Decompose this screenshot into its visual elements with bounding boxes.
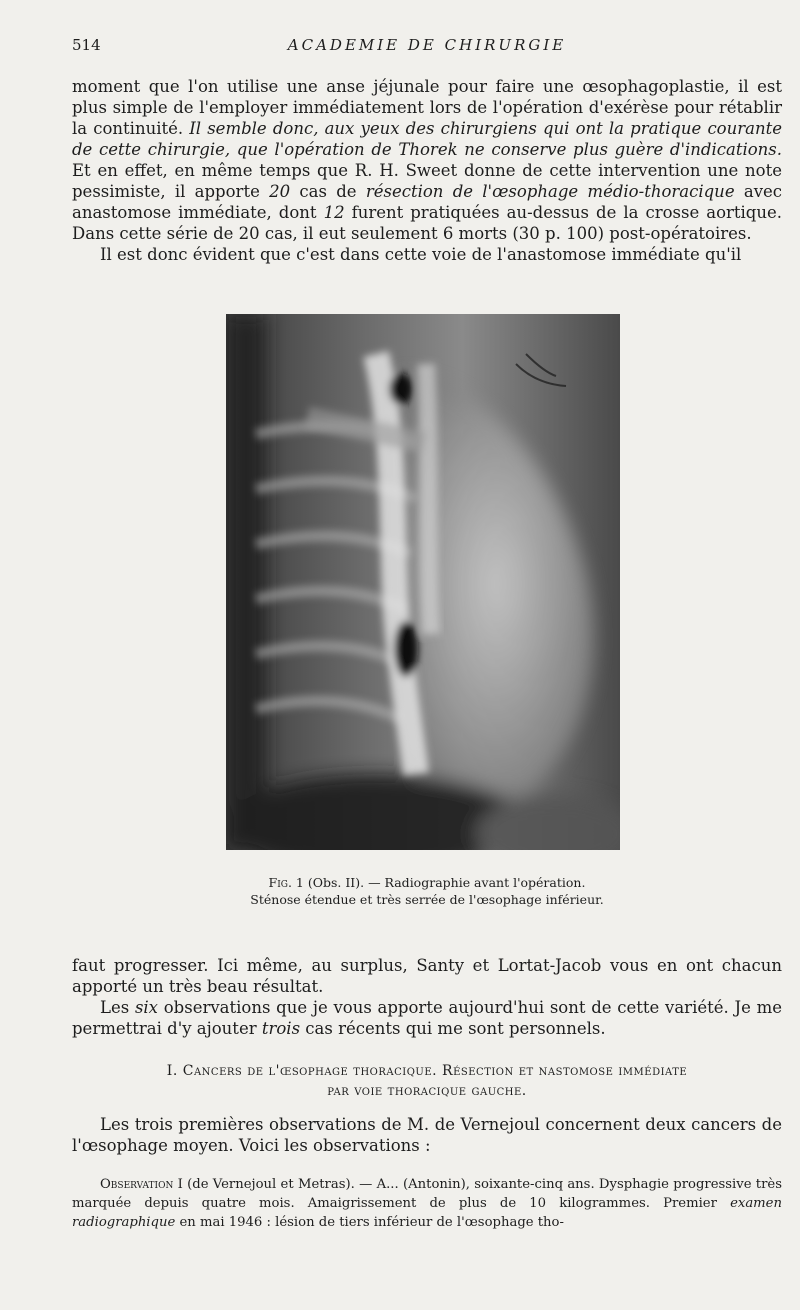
caption-line-1 (72, 874, 782, 891)
page-number: 514 (72, 36, 101, 54)
paragraph-5: Les trois premières observations de M. de Vernejoul concernent deux cancers de l'œsophage moyen. Voici les observations : (72, 1115, 782, 1155)
figure-label: Fig. 1 (268, 875, 304, 890)
observation-1-a: (de Vernejoul et Metras). — A... (Antonin), soixante-cinq ans. Dysphagie progressive très marquée depuis quatre mois. Amaigrissement de plus de 10 kilogrammes. Premier (72, 1177, 782, 1211)
paragraph-4-six: six (134, 998, 158, 1017)
figure-ref: (Obs. II). (307, 875, 365, 890)
page-header (72, 36, 782, 58)
radiograph-figure (226, 314, 620, 850)
paragraph-4 (72, 997, 782, 1039)
section-heading-line-1: I. Cancers de l'œsophage thoracique. Résection et nastomose immédiate (166, 1063, 688, 1079)
caption-line-2: Sténose étendue et très serrée de l'œsophage inférieur. (250, 892, 604, 907)
paragraph-1-sentence-3b: cas de (299, 182, 357, 201)
paragraph-1-sentence-3e: furent pratiquées au-dessus de la crosse aortique. Dans cette série de 20 cas, il eut seulement 6 morts (30 p. 100) post-opératoires. (72, 203, 783, 243)
running-title: ACADEMIE DE CHIRURGIE (287, 36, 567, 54)
paragraph-1-sentence-3a: Et en effet, en même temps que R. H. Sweet donne de cette intervention une note pessimiste, il apporte (72, 161, 782, 201)
paragraph-1-sentence-3d: avec anastomose immédiate, dont (72, 182, 783, 222)
paragraph-5-block (72, 1114, 782, 1156)
count-20: 20 (269, 182, 291, 201)
paragraph-2: Il est donc évident que c'est dans cette voie de l'anastomose immédiate qu'il (100, 245, 742, 264)
figure-caption (72, 874, 782, 908)
paragraph-4-a: Les (100, 998, 130, 1017)
paragraph-4-c: cas récents qui me sont personnels. (305, 1019, 606, 1038)
paragraph-3: faut progresser. Ici même, au surplus, Santy et Lortat-Jacob vous en ont chacun apporté un très beau résultat. (72, 956, 782, 996)
count-12: 12 (323, 203, 345, 222)
paragraph-1-italic-claim: Il semble donc, aux yeux des chirurgiens qui ont la pratique courante de cette chirurgie, que l'opération de Thorek ne conserve plus guère d'indications. (72, 119, 782, 159)
section-heading-line-2: par voie thoracique gauche. (327, 1083, 527, 1099)
paragraph-1-italic-resection: résection de l'œsophage médio-thoracique (365, 182, 735, 201)
paragraph-4-trois: trois (261, 1019, 301, 1038)
section-heading (72, 1061, 782, 1101)
paragraph-1 (72, 76, 782, 265)
observation-1 (72, 1175, 782, 1232)
observation-1-b: en mai 1946 : lésion de tiers inférieur de l'œsophage tho- (179, 1215, 564, 1230)
caption-text-1: — Radiographie avant l'opération. (368, 875, 586, 890)
observation-label: Observation I (100, 1177, 183, 1192)
observation-1-italic: examen radiographique (72, 1196, 782, 1230)
paragraph-1-sentence-1: moment que l'on utilise une anse jéjunale pour faire une œsophagoplastie, il est plus simple de l'employer immédiatement lors de l'opération d'exérèse pour rétablir la continuité. (72, 77, 782, 138)
paragraph-group-2 (72, 955, 782, 1039)
radiograph-image (226, 314, 620, 850)
paragraph-4-b: observations que je vous apporte aujourd'hui sont de cette variété. Je me permettrai d'y ajouter (72, 998, 782, 1038)
